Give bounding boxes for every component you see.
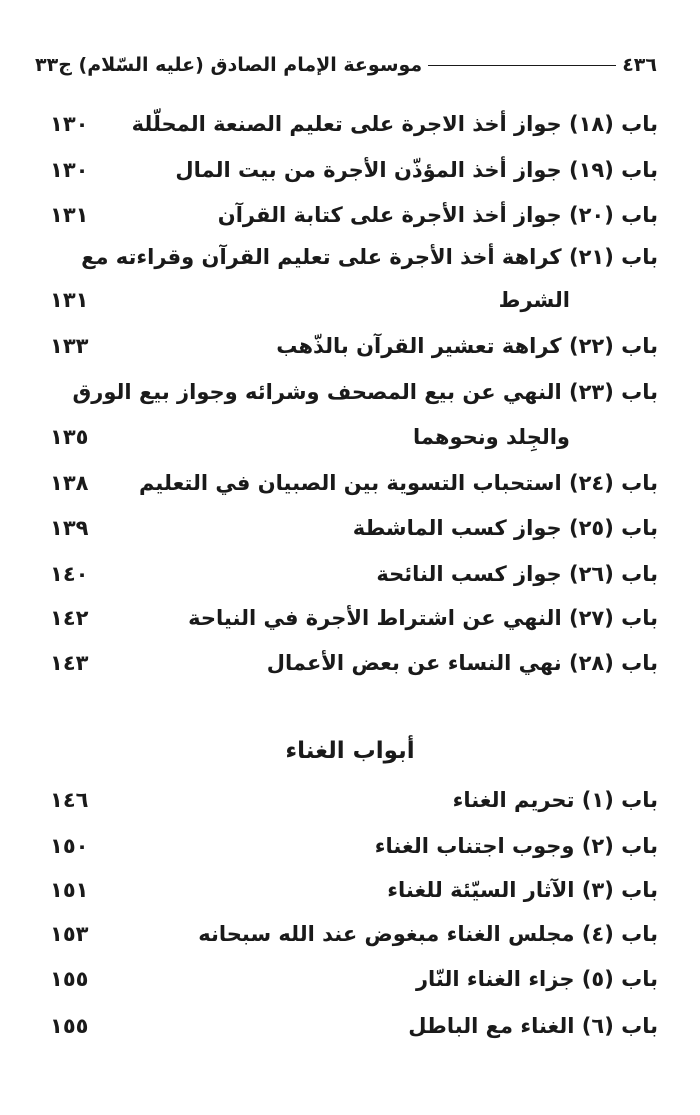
- toc-entry-title: باب (٢٦) جواز كسب النائحة: [376, 562, 658, 586]
- toc-entry-page: ١٣٣: [50, 334, 89, 358]
- toc-entry: [40, 788, 658, 818]
- toc-entry-page: ١٤٠: [50, 562, 89, 586]
- toc-entry-page: ١٣٥: [50, 425, 89, 449]
- toc-entry-title: باب (٢٧) النهي عن اشتراط الأجرة في النياحة: [188, 606, 658, 630]
- toc-entry-page: ١٥٣: [50, 922, 89, 946]
- section-heading: أبواب الغناء: [285, 738, 415, 764]
- toc-entry-page: ١٥٥: [50, 1014, 89, 1038]
- toc-entry: [40, 878, 658, 908]
- toc-entry: [40, 245, 658, 320]
- toc-entry: [40, 967, 658, 997]
- toc-entry: [40, 834, 658, 864]
- book-title: موسوعة الإمام الصادق (عليه السّلام) ج٣٣: [35, 54, 423, 76]
- toc-entry-title: باب (١) تحريم الغناء: [452, 788, 658, 812]
- toc-entry-title: باب (٢٢) كراهة تعشير القرآن بالذّهب: [276, 334, 658, 358]
- toc-entry-page: ١٣٨: [50, 471, 89, 495]
- toc-entry-title: باب (١٩) جواز أخذ المؤذّن الأجرة من بيت المال: [175, 158, 658, 182]
- toc-entry-page: ١٤٦: [50, 788, 89, 812]
- toc-entry-title: باب (٢) وجوب اجتناب الغناء: [374, 834, 658, 858]
- toc-entry-page: ١٥١: [50, 878, 89, 902]
- toc-entry: [40, 651, 658, 681]
- toc-entry-title: باب (١٨) جواز أخذ الاجرة على تعليم الصنعة المحلّلة: [131, 112, 658, 136]
- toc-entry-title: باب (٤) مجلس الغناء مبغوض عند الله سبحانه: [198, 922, 658, 946]
- toc-entry-page: ١٣٩: [50, 516, 89, 540]
- toc-entry-title-continued: الشرط: [498, 288, 570, 312]
- toc-entry-title: باب (٢٠) جواز أخذ الأجرة على كتابة القرآن: [217, 203, 658, 227]
- toc-entry-page: ١٤٣: [50, 651, 89, 675]
- toc-entry: [40, 471, 658, 501]
- toc-entry: [40, 334, 658, 364]
- toc-entry-title: باب (٢٨) نهي النساء عن بعض الأعمال: [266, 651, 658, 675]
- toc-entry-title: باب (٦) الغناء مع الباطل: [408, 1014, 658, 1038]
- toc-entry-title-continued: والجِلد ونحوهما: [412, 425, 570, 449]
- toc-entry-page: ١٤٢: [50, 606, 89, 630]
- toc-entry: [40, 203, 658, 233]
- toc-entry: [40, 158, 658, 188]
- toc-entry-page: ١٥٠: [50, 834, 89, 858]
- toc-entry: [40, 606, 658, 636]
- toc-entry-title: باب (٢١) كراهة أخذ الأجرة على تعليم القرآن وقراءته مع: [81, 245, 658, 269]
- toc-entry-page: ١٣١: [50, 203, 89, 227]
- toc-entry-page: ١٣٠: [50, 158, 89, 182]
- toc-entry: [40, 516, 658, 546]
- toc-entry-title: باب (٣) الآثار السيّئة للغناء: [387, 878, 658, 902]
- toc-entry-title: باب (٢٣) النهي عن بيع المصحف وشرائه وجواز بيع الورق: [72, 380, 658, 404]
- toc-entry: [40, 112, 658, 142]
- toc-entry: [40, 1014, 658, 1044]
- toc-entry: [40, 380, 658, 455]
- page-header: [35, 50, 657, 80]
- toc-entry-title: باب (٥) جزاء الغناء النّار: [415, 967, 658, 991]
- toc-entry-page: ١٥٥: [50, 967, 89, 991]
- header-rule: [428, 65, 616, 66]
- page-number: ٤٣٦: [622, 54, 657, 76]
- toc-entry: [40, 922, 658, 952]
- toc-entry-page: ١٣٠: [50, 112, 89, 136]
- toc-entry-title: باب (٢٤) استحباب التسوية بين الصبيان في التعليم: [138, 471, 658, 495]
- toc-entry: [40, 562, 658, 592]
- toc-entry-page: ١٣١: [50, 288, 89, 312]
- toc-entry-title: باب (٢٥) جواز كسب الماشطة: [352, 516, 658, 540]
